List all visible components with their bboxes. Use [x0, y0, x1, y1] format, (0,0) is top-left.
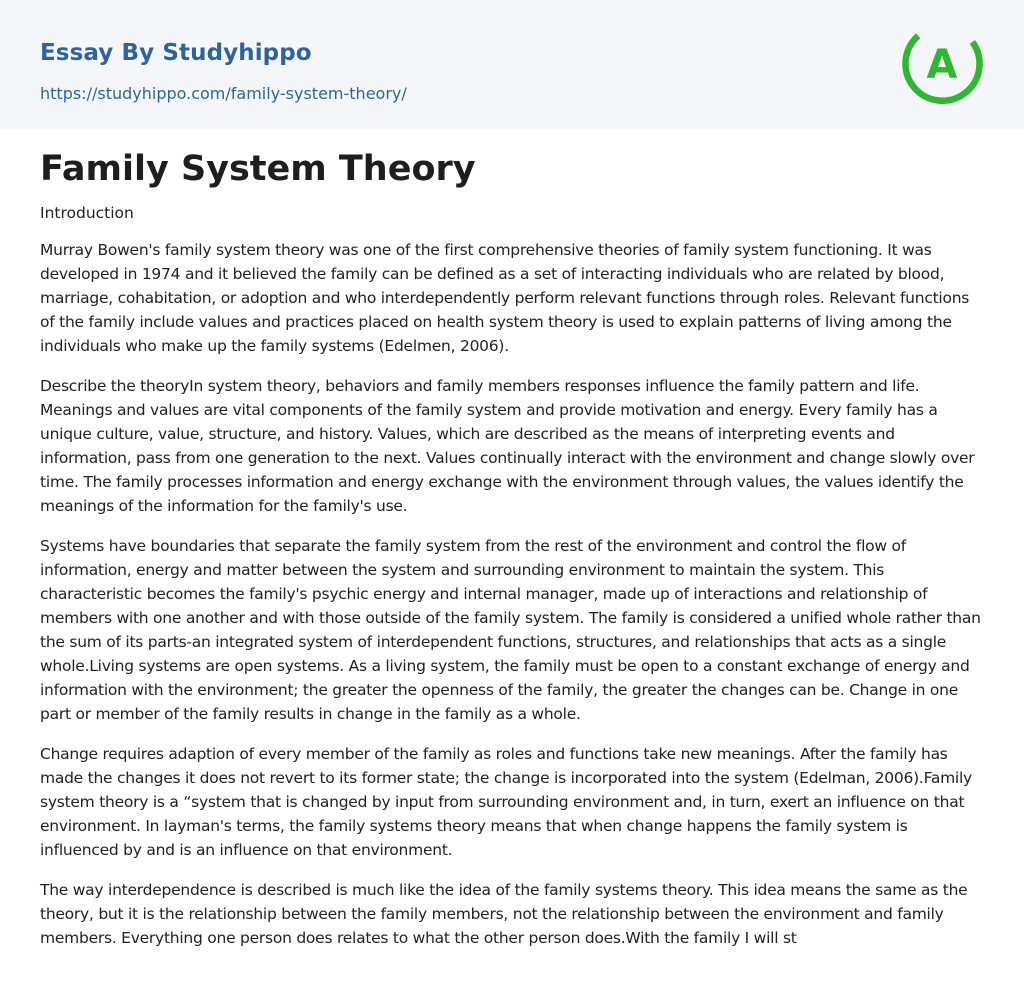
logo-letter: A [926, 42, 958, 88]
studyhippo-logo[interactable] [898, 20, 986, 108]
logo-ring-icon [898, 20, 986, 108]
article-title: Family System Theory [40, 149, 476, 189]
source-url-link[interactable]: https://studyhippo.com/family-system-theory/ [40, 84, 407, 103]
site-brand: Essay By Studyhippo [40, 40, 312, 66]
paragraph: The way interdependence is described is much like the idea of the family systems theory. This idea means the same as the theory, but it is the relationship between the family members, not the relationship between the environment and family members. Everything one person does relates to what the other person does.With the family I will st [40, 881, 968, 947]
section-heading: Introduction [40, 204, 134, 222]
site-header [0, 0, 1024, 129]
paragraph: Change requires adaption of every member of the family as roles and functions take new meanings. After the family has made the changes it does not revert to its former state; the change is incorporated into the system (Edelman, 2006).Family system theory is a “system that is changed by input from surrounding environment and, in turn, exert an influence on that environment. In layman's terms, the family systems theory means that when change happens the family system is influenced by and is an influence on that environment. [40, 745, 972, 859]
article [40, 129, 986, 950]
paragraph: Describe the theoryIn system theory, behaviors and family members responses influence the family pattern and life. Meanings and values are vital components of the family system and provide motivation and energy. Every family has a unique culture, value, structure, and history. Values, which are described as the means of interpreting events and information, pass from one generation to the next. Values continually interact with the environment and change slowly over time. The family processes information and energy exchange with the environment through values, the values identify the meanings of the information for the family's use. [40, 377, 975, 515]
paragraph: Systems have boundaries that separate the family system from the rest of the environment and control the flow of information, energy and matter between the system and surrounding environment to maintain the system. This characteristic becomes the family's psychic energy and internal manager, made up of interactions and relationship of members with one another and with those outside of the family system. The family is considered a unified whole rather than the sum of its parts-an integrated system of interdependent functions, structures, and relationships that acts as a single whole.Living systems are open systems. As a living system, the family must be open to a constant exchange of energy and information with the environment; the greater the openness of the family, the greater the changes can be. Change in one part or member of the family results in change in the family as a whole. [40, 537, 981, 723]
paragraph: Murray Bowen's family system theory was one of the first comprehensive theories of family system functioning. It was developed in 1974 and it believed the family can be defined as a set of interacting individuals who are related by blood, marriage, cohabitation, or adoption and who interdependently perform relevant functions through roles. Relevant functions of the family include values and practices placed on health system theory is used to explain patterns of living among the individuals who make up the family systems (Edelmen, 2006). [40, 241, 970, 355]
